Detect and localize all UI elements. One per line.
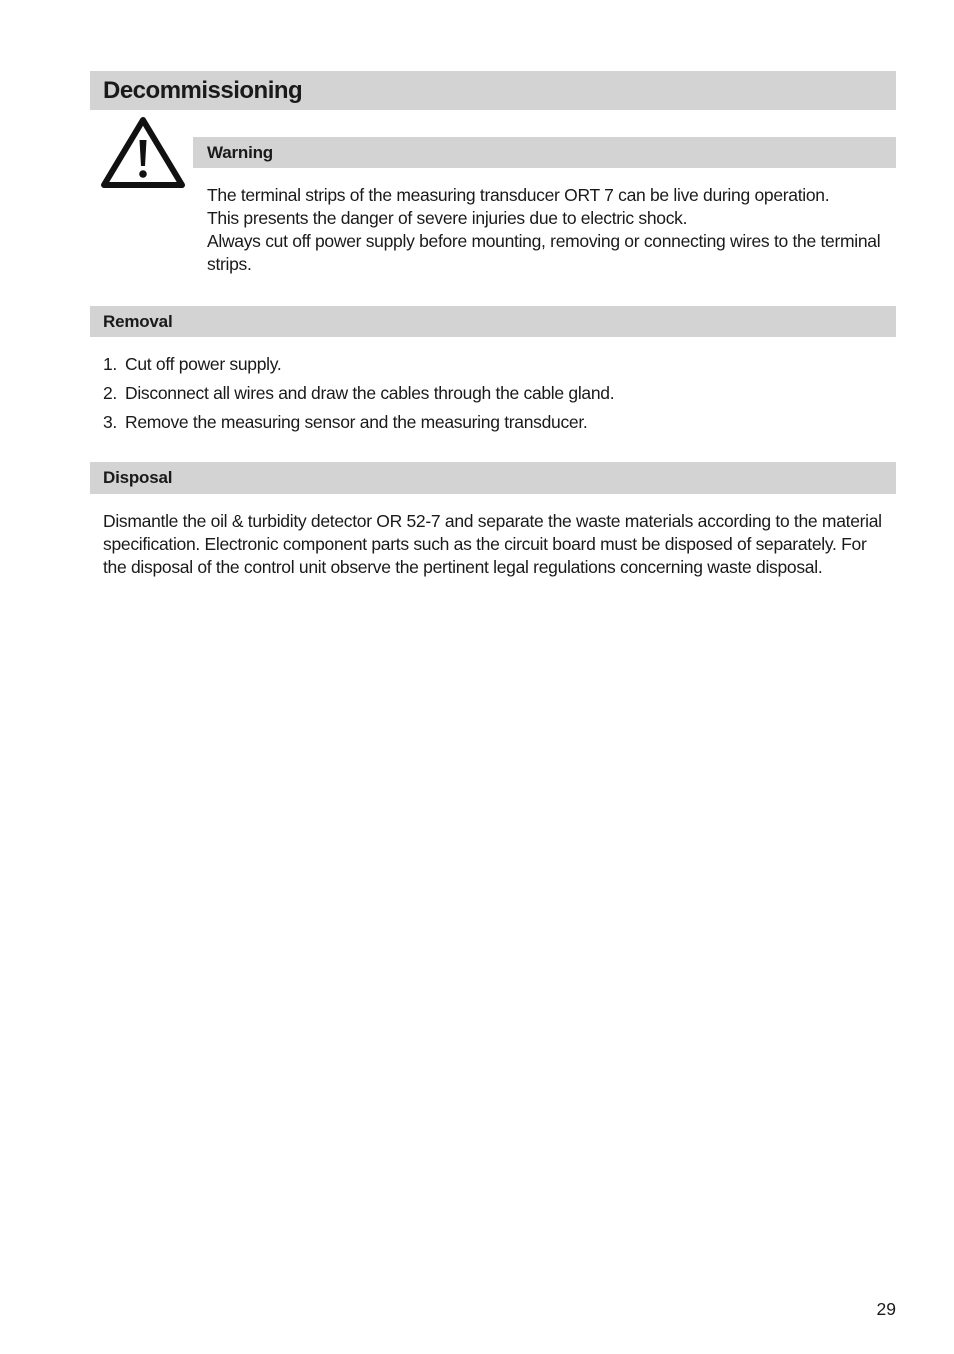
warning-text [207, 184, 897, 276]
warning-line: The terminal strips of the measuring transducer ORT 7 can be live during operation. [207, 185, 830, 205]
step-number: 2. [103, 383, 117, 403]
list-item [103, 353, 893, 382]
list-item [103, 411, 893, 440]
list-item [103, 382, 893, 411]
disposal-text: Dismantle the oil & turbidity detector OR 52-7 and separate the waste materials according to the material specification. Electronic component parts such as the circuit board must be disposed of separately. For the disposal of the control unit observe the pertinent legal regulations concerning waste disposal. [103, 511, 882, 577]
warning-heading: Warning [193, 137, 896, 168]
step-number: 3. [103, 412, 117, 432]
step-number: 1. [103, 354, 117, 374]
step-text: Remove the measuring sensor and the measuring transducer. [125, 412, 588, 432]
removal-steps-list [103, 353, 893, 440]
disposal-heading: Disposal [90, 462, 896, 494]
warning-line: Always cut off power supply before mounting, removing or connecting wires to the terminal strips. [207, 231, 881, 274]
step-text: Cut off power supply. [125, 354, 282, 374]
step-text: Disconnect all wires and draw the cables through the cable gland. [125, 383, 615, 403]
warning-line: This presents the danger of severe injuries due to electric shock. [207, 208, 688, 228]
warning-triangle-icon [100, 116, 186, 190]
page-title: Decommissioning [90, 71, 896, 110]
page-number: 29 [876, 1299, 896, 1319]
removal-heading: Removal [90, 306, 896, 337]
